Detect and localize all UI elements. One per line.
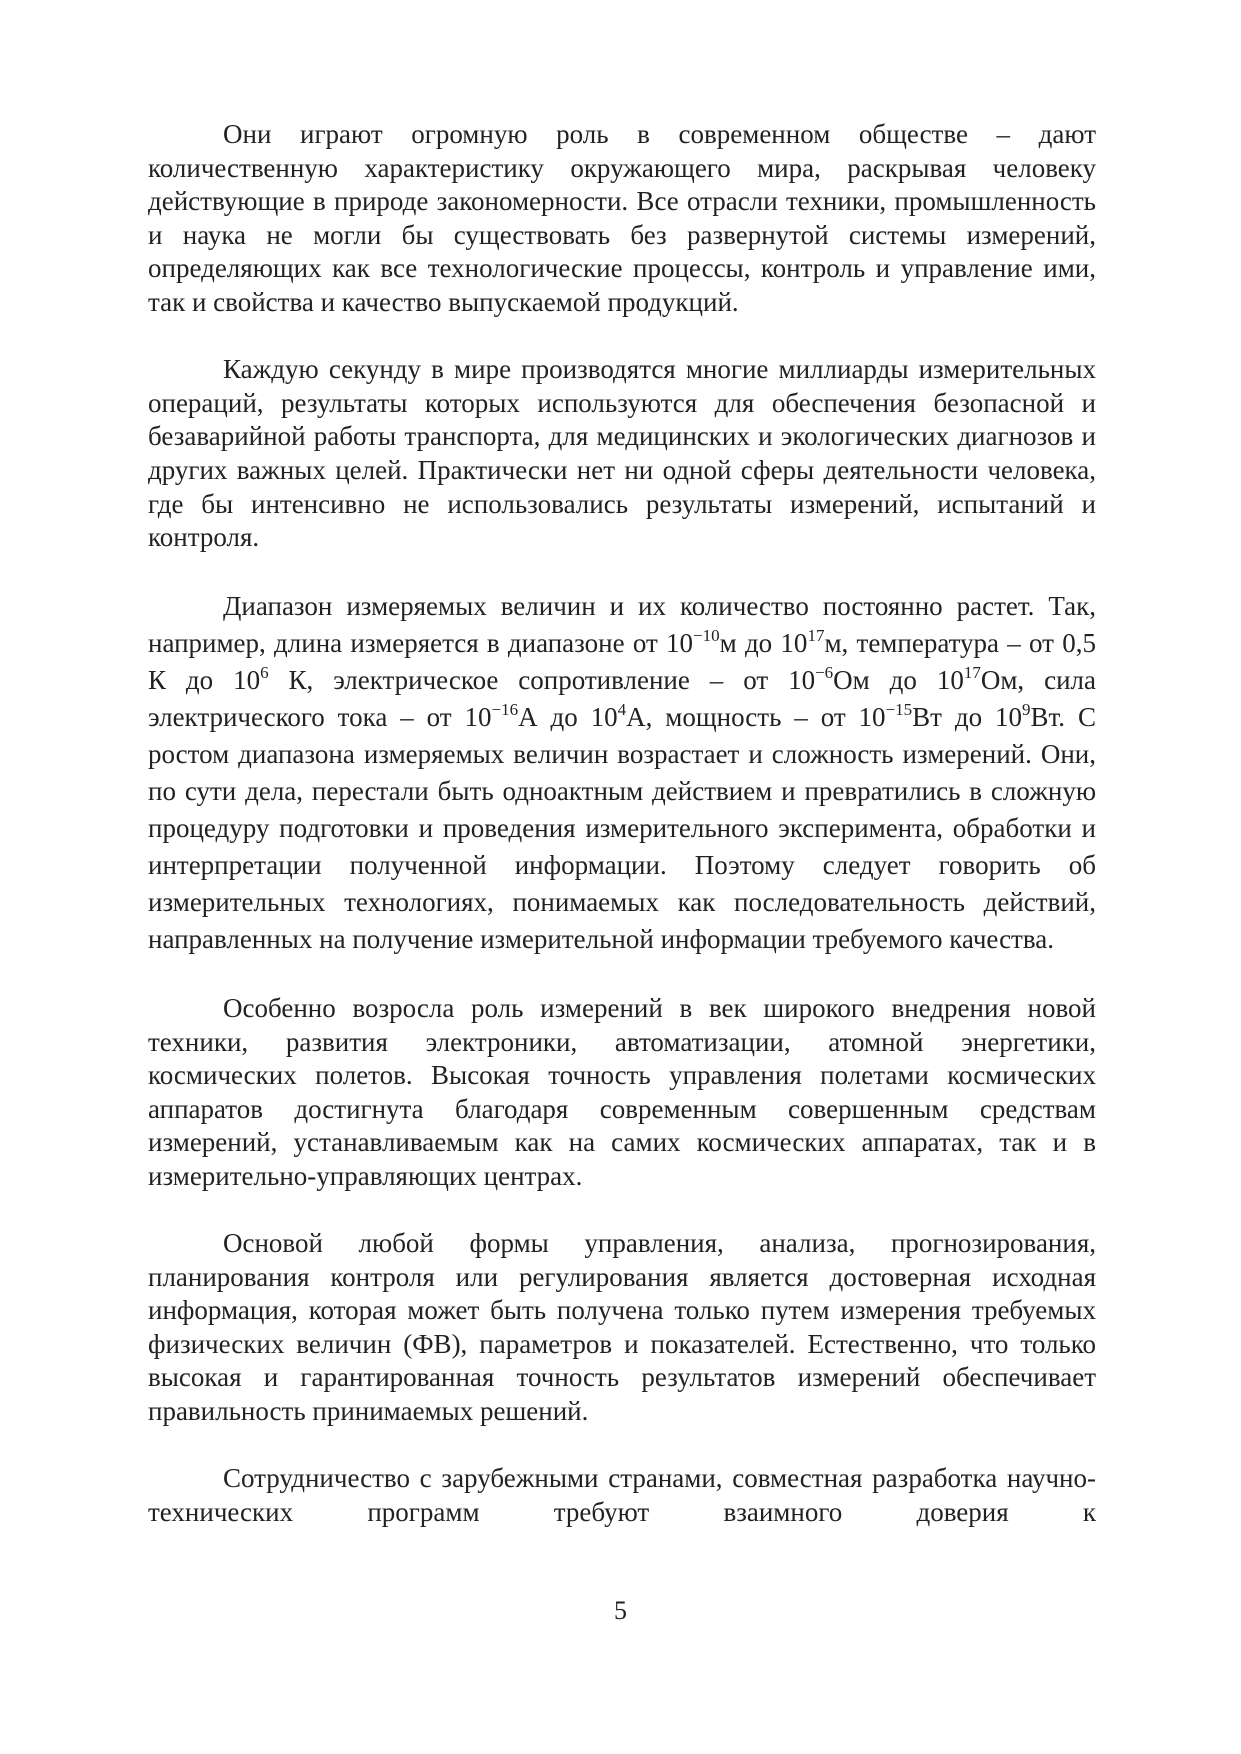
document-page — [148, 118, 1096, 1529]
range-text: А, мощность – от 10 — [626, 702, 886, 733]
range-text: Вт до 10 — [912, 702, 1023, 733]
exponent: −10 — [693, 626, 720, 646]
range-text: А до 10 — [518, 702, 618, 733]
exponent: 17 — [963, 663, 981, 683]
exponent: 4 — [617, 700, 627, 720]
paragraph-international-cooperation: Сотрудничество с зарубежными странами, совместная разработка научно-технических программ требуют взаимного доверия к — [148, 1463, 1096, 1527]
range-text: К, электрическое сопротивление – от 10 — [268, 665, 816, 696]
range-text: м, температура – от 0,5 К до 10 — [148, 628, 1096, 696]
paragraph-measurement-operations: Каждую секунду в мире производятся многие миллиарды измерительных операций, результаты которых используются для обеспечения безопасной и безаварийной работы транспорта, для медицинских и экологических диагнозов и других важных целей. Практически нет ни одной сферы деятельности человека, где бы интенсивно не использовались результаты измерений, испытаний и контроля. — [148, 354, 1096, 553]
range-text: Вт. С ростом диапазона измеряемых величин возрастает и сложность измерений. Они, по сути дела, перестали быть одноактным действием и превратились в сложную процедуру подготовки и проведения измерительного эксперимента, обработки и интерпретации полученной информации. Поэтому следует говорить об измерительных технологиях, понимаемых как последовательность действий, направленных на получение измерительной информации требуемого качества. — [148, 702, 1096, 955]
range-text: м до 10 — [719, 628, 808, 659]
range-text: Диапазон измеряемых величин и их количество постоянно растет. Так, например, длина измеряется в диапазоне от 10 — [148, 591, 1096, 659]
exponent: 9 — [1022, 700, 1031, 720]
paragraph-reliable-information: Основой любой формы управления, анализа, прогнозирования, планирования контроля или регулирования является достоверная исходная информация, которая может быть получена только путем измерения требуемых физических величин (ФВ), параметров и показателей. Естественно, что только высокая и гарантированная точность результатов измерений обеспечивает правильность принимаемых решений. — [148, 1228, 1096, 1427]
exponent: −6 — [815, 663, 834, 683]
exponent: −16 — [491, 700, 519, 720]
exponent: 17 — [807, 626, 825, 646]
page-number: 5 — [614, 1596, 627, 1625]
paragraph-role-of-measurements: Они играют огромную роль в современном обществе – дают количественную характеристику окружающего мира, раскрывая человеку действующие в природе закономерности. Все отрасли техники, промышленность и наука не могли бы существовать без развернутой системы измерений, определяющих как все технологические процессы, контроль и управление ими, так и свойства и качество выпускаемой продукций. — [148, 119, 1096, 317]
range-text: Ом, сила электрического тока – от 10 — [148, 665, 1096, 733]
paragraph-space-technology: Особенно возросла роль измерений в век широкого внедрения новой техники, развития электроники, автоматизации, атомной энергетики, космических полетов. Высокая точность управления полетами космических аппаратов достигнута благодаря современным совершенным средствам измерений, устанавливаемым как на самих космических аппаратах, так и в измерительно-управляющих центрах. — [148, 992, 1096, 1191]
range-text: Ом до 10 — [833, 665, 964, 696]
exponent: 6 — [260, 663, 269, 683]
paragraph-measurement-range — [148, 588, 1096, 958]
exponent: −15 — [885, 700, 913, 720]
